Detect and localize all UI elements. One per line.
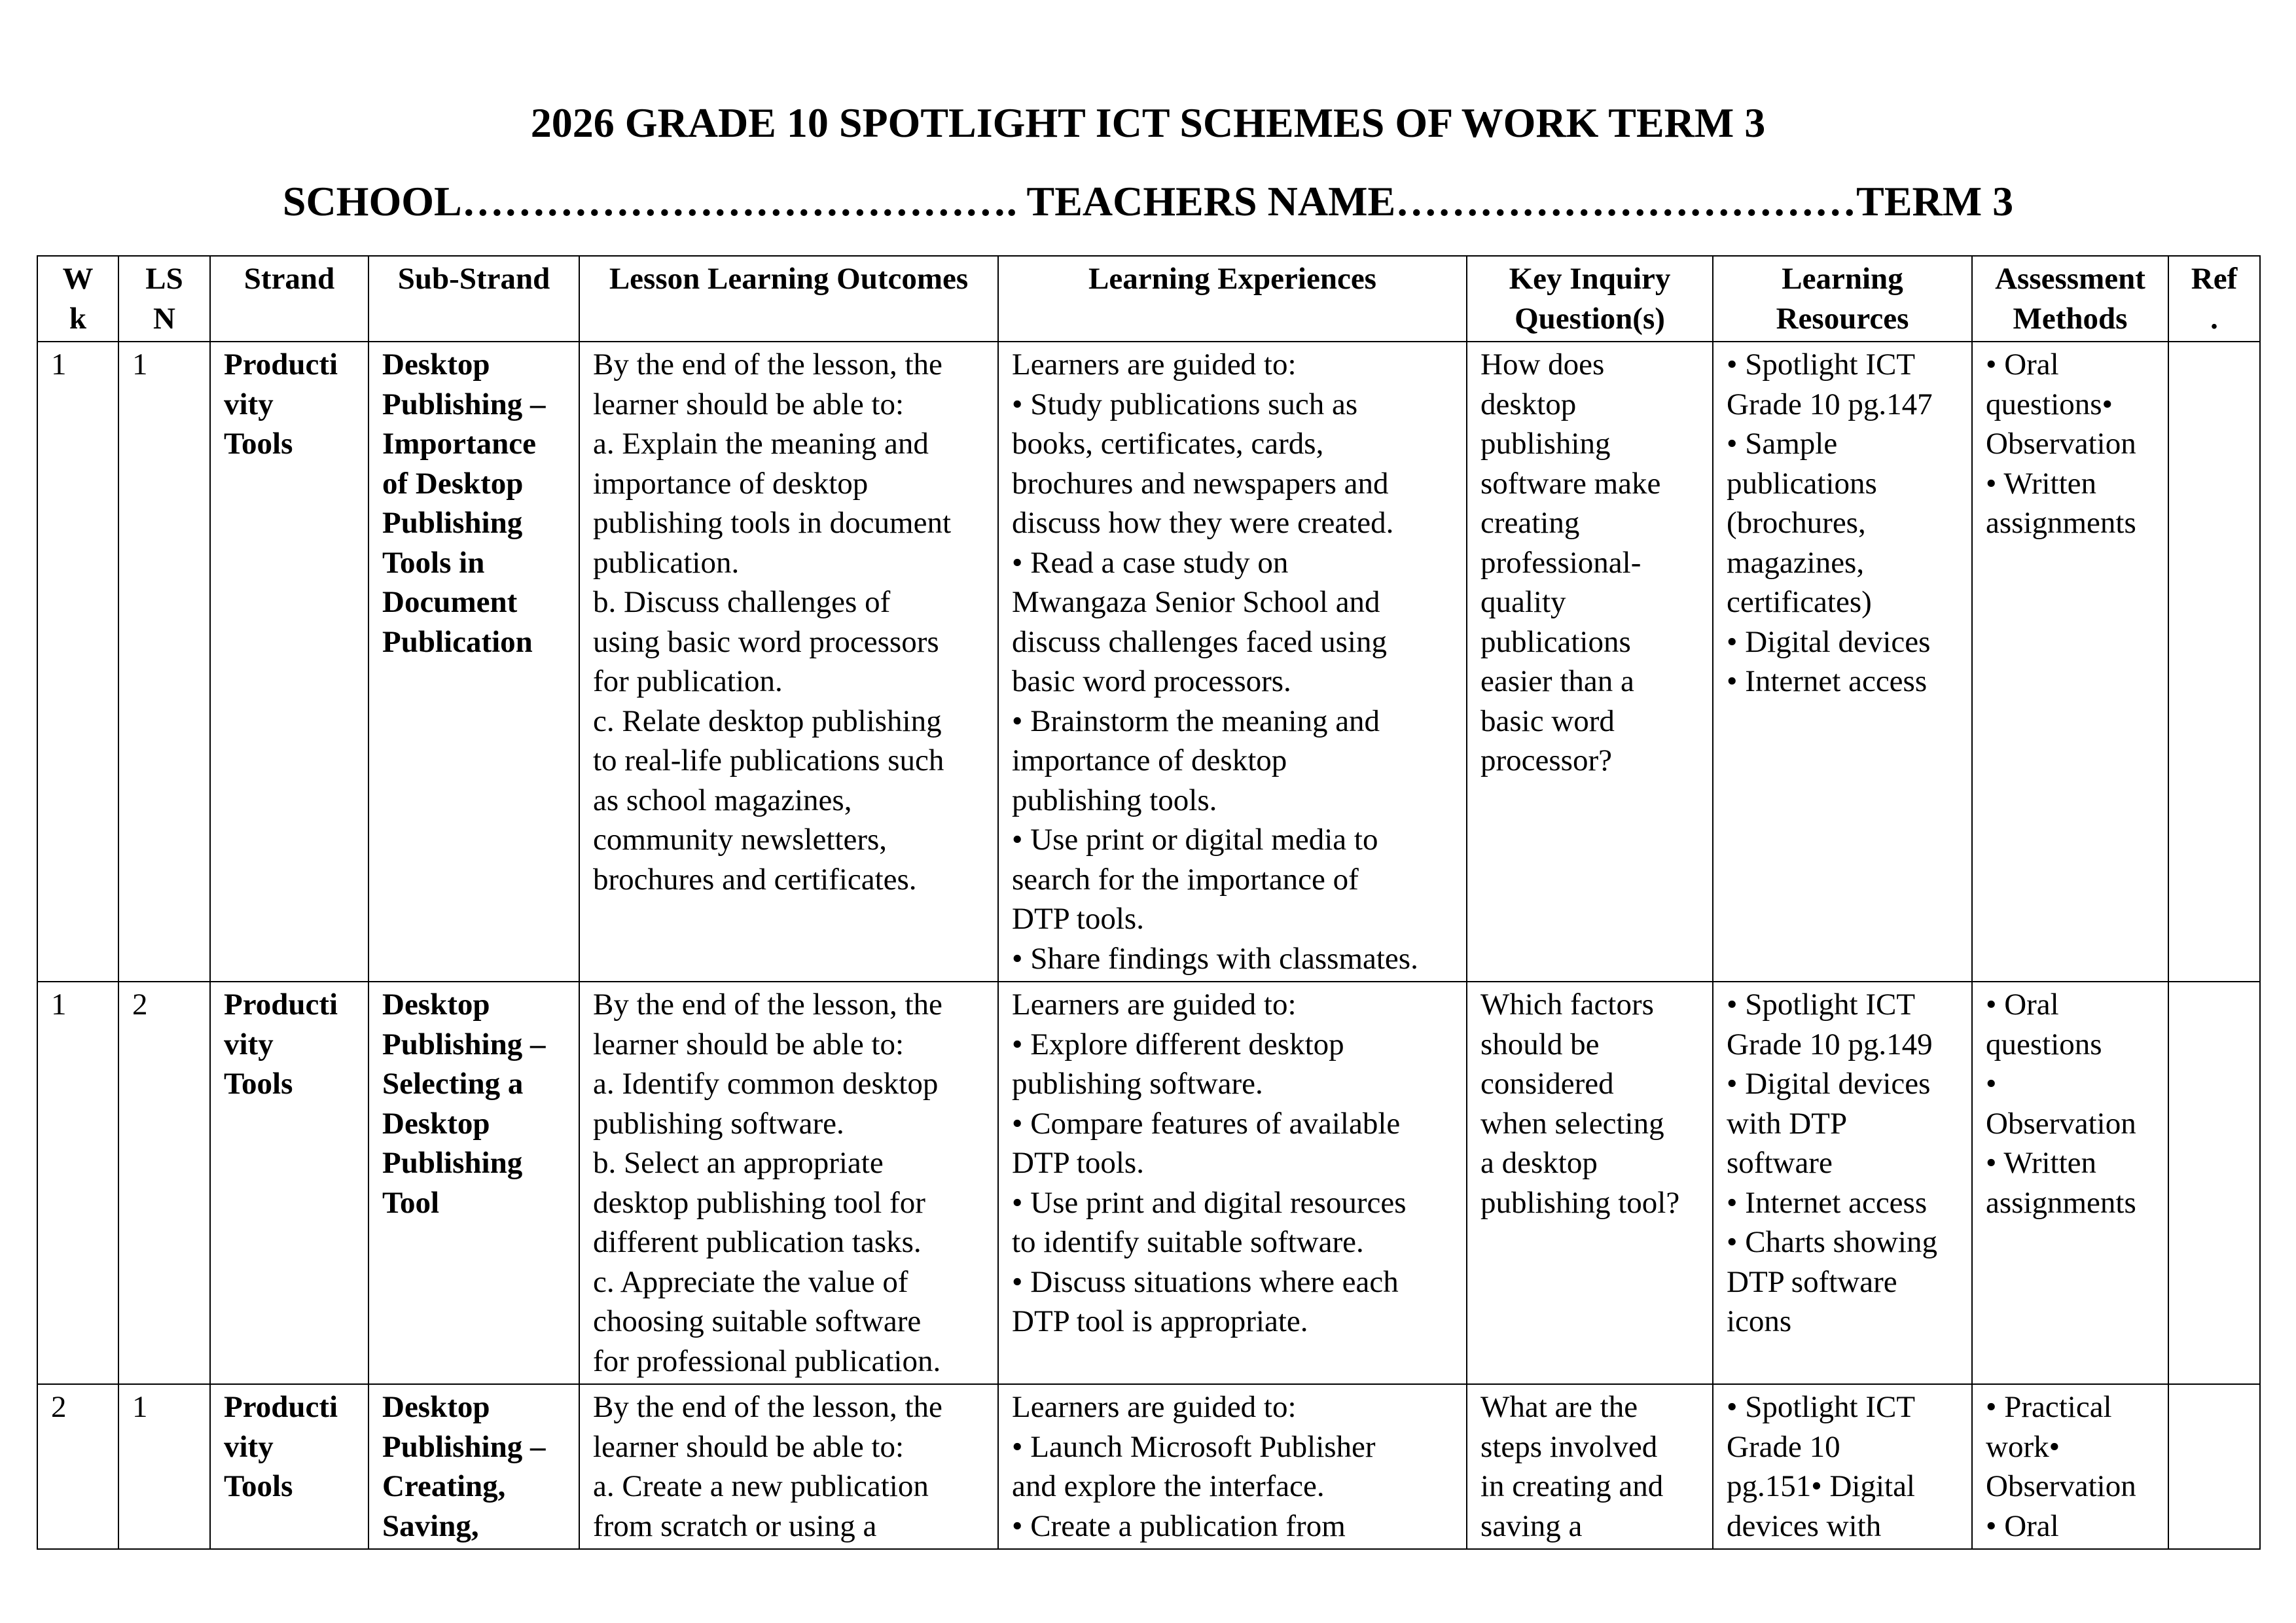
schemes-of-work-table — [37, 255, 2261, 1550]
cell-reference — [2168, 982, 2260, 1384]
cell-assessment-methods: • Oral questions• Observation • Written assignments — [1972, 342, 2168, 982]
cell-learning-outcomes: By the end of the lesson, the learner should be able to: a. Explain the meaning and importance of desktop publishing tools in document publication. b. Discuss challenges of using basic word processors for publication. c. Relate desktop publishing to real-life publications such as school magazines, community newsletters, brochures and certificates. — [579, 342, 998, 982]
cell-key-inquiry: Which factors should be considered when selecting a desktop publishing tool? — [1467, 982, 1713, 1384]
cell-strand: Producti vity Tools — [210, 1384, 368, 1549]
school-teacher-line: SCHOOL…………………………………. TEACHERS NAME……………………………TERM 3 — [282, 178, 2014, 224]
cell-lesson-number: 2 — [118, 982, 210, 1384]
header-assessment-methods: Assessment Methods — [1972, 256, 2168, 342]
cell-key-inquiry: How does desktop publishing software make creating professional- quality publications easier than a basic word processor? — [1467, 342, 1713, 982]
header-key-inquiry: Key Inquiry Question(s) — [1467, 256, 1713, 342]
header-week: W k — [37, 256, 118, 342]
cell-assessment-methods: • Oral questions • Observation • Written assignments — [1972, 982, 2168, 1384]
cell-week: 2 — [37, 1384, 118, 1549]
cell-sub-strand: Desktop Publishing – Selecting a Desktop Publishing Tool — [368, 982, 579, 1384]
header-strand: Strand — [210, 256, 368, 342]
header-learning-resources: Learning Resources — [1713, 256, 1972, 342]
cell-learning-outcomes: By the end of the lesson, the learner should be able to: a. Create a new publication from scratch or using a — [579, 1384, 998, 1549]
document-title: 2026 GRADE 10 SPOTLIGHT ICT SCHEMES OF WORK TERM 3 — [530, 99, 1766, 146]
cell-sub-strand: Desktop Publishing – Importance of Desktop Publishing Tools in Document Publication — [368, 342, 579, 982]
cell-learning-resources: • Spotlight ICT Grade 10 pg.151• Digital devices with — [1713, 1384, 1972, 1549]
cell-reference — [2168, 1384, 2260, 1549]
table-row — [37, 342, 2260, 982]
cell-strand: Producti vity Tools — [210, 982, 368, 1384]
table-row — [37, 1384, 2260, 1549]
header-reference: Ref . — [2168, 256, 2260, 342]
cell-week: 1 — [37, 342, 118, 982]
cell-learning-experiences: Learners are guided to: • Study publications such as books, certificates, cards, brochures and newspapers and discuss how they were created. • Read a case study on Mwangaza Senior School and discuss challenges faced using basic word processors. • Brainstorm the meaning and importance of desktop publishing tools. • Use print or digital media to search for the importance of DTP tools. • Share findings with classmates. — [998, 342, 1467, 982]
table-header-row — [37, 256, 2260, 342]
cell-strand: Producti vity Tools — [210, 342, 368, 982]
cell-assessment-methods: • Practical work• Observation • Oral — [1972, 1384, 2168, 1549]
header-sub-strand: Sub-Strand — [368, 256, 579, 342]
header-learning-outcomes: Lesson Learning Outcomes — [579, 256, 998, 342]
header-lesson-number: LS N — [118, 256, 210, 342]
cell-learning-outcomes: By the end of the lesson, the learner should be able to: a. Identify common desktop publishing software. b. Select an appropriate desktop publishing tool for different publication tasks. c. Appreciate the value of choosing suitable software for professional publication. — [579, 982, 998, 1384]
cell-week: 1 — [37, 982, 118, 1384]
cell-sub-strand: Desktop Publishing – Creating, Saving, — [368, 1384, 579, 1549]
cell-key-inquiry: What are the steps involved in creating and saving a — [1467, 1384, 1713, 1549]
table-body — [37, 342, 2260, 1549]
cell-learning-experiences: Learners are guided to: • Launch Microsoft Publisher and explore the interface. • Create a publication from — [998, 1384, 1467, 1549]
cell-lesson-number: 1 — [118, 342, 210, 982]
header-learning-experiences: Learning Experiences — [998, 256, 1467, 342]
cell-learning-resources: • Spotlight ICT Grade 10 pg.147 • Sample publications (brochures, magazines, certificates) • Digital devices • Internet access — [1713, 342, 1972, 982]
cell-lesson-number: 1 — [118, 1384, 210, 1549]
table-row — [37, 982, 2260, 1384]
cell-learning-experiences: Learners are guided to: • Explore different desktop publishing software. • Compare features of available DTP tools. • Use print and digital resources to identify suitable software. • Discuss situations where each DTP tool is appropriate. — [998, 982, 1467, 1384]
cell-reference — [2168, 342, 2260, 982]
cell-learning-resources: • Spotlight ICT Grade 10 pg.149 • Digital devices with DTP software • Internet access • Charts showing DTP software icons — [1713, 982, 1972, 1384]
